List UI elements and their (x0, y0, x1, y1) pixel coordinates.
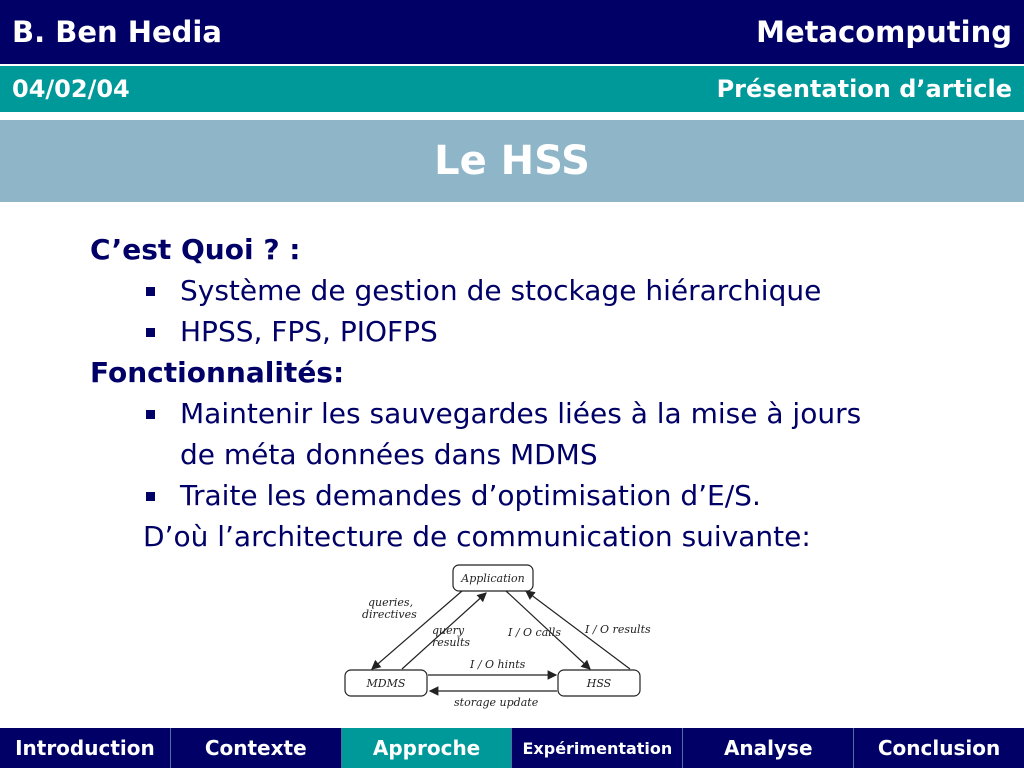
presentation-date: 04/02/04 (12, 75, 130, 103)
storage-update-label: storage update (454, 696, 539, 709)
slide-title-bar (0, 120, 1024, 202)
bullet-marker (146, 492, 155, 501)
heading-features: Fonctionnalités: (90, 356, 345, 389)
bullet-marker (146, 410, 155, 419)
query-results-label-line2: results (432, 636, 471, 649)
course-title: Metacomputing (756, 15, 1012, 49)
section-title: Présentation d’article (716, 75, 1012, 103)
architecture-intro: D’où l’architecture de communication suivante: (143, 520, 811, 553)
io-hints-label: I / O hints (470, 658, 526, 671)
io-results-label: I / O results (585, 623, 651, 636)
top-header-bar (0, 0, 1024, 64)
application-label: Application (461, 572, 525, 585)
nav-introduction[interactable]: Introduction (0, 728, 171, 768)
bullet-systems: HPSS, FPS, PIOFPS (180, 315, 438, 348)
nav-contexte[interactable]: Contexte (171, 728, 342, 768)
bullet-hsm: Système de gestion de stockage hiérarchique (180, 274, 822, 307)
author-name: B. Ben Hedia (12, 15, 222, 49)
nav-experimentation[interactable]: Expérimentation (512, 728, 683, 768)
nav-approche[interactable]: Approche (342, 728, 513, 768)
io-calls-label: I / O calls (508, 626, 561, 639)
bullet-backups-line2: de méta données dans MDMS (180, 438, 598, 471)
nav-analyse[interactable]: Analyse (683, 728, 854, 768)
bullet-backups-line1: Maintenir les sauvegardes liées à la mise à jours (180, 397, 862, 430)
hss-label: HSS (586, 677, 612, 690)
bullet-marker (146, 328, 155, 337)
hss-architecture-diagram (340, 560, 670, 715)
bullet-io-optimization: Traite les demandes d’optimisation d’E/S. (180, 479, 761, 512)
slide-title: Le HSS (434, 138, 590, 184)
query-results-label-line1: query (432, 624, 465, 637)
bullet-marker (146, 287, 155, 296)
queries-label-line2: directives (362, 608, 417, 621)
heading-what-is-it: C’est Quoi ? : (90, 233, 301, 266)
mdms-label: MDMS (366, 677, 406, 690)
sub-header-bar (0, 66, 1024, 112)
nav-conclusion[interactable]: Conclusion (877, 736, 1001, 760)
section-navigation (0, 728, 1024, 768)
queries-label-line1: queries, (368, 596, 414, 609)
